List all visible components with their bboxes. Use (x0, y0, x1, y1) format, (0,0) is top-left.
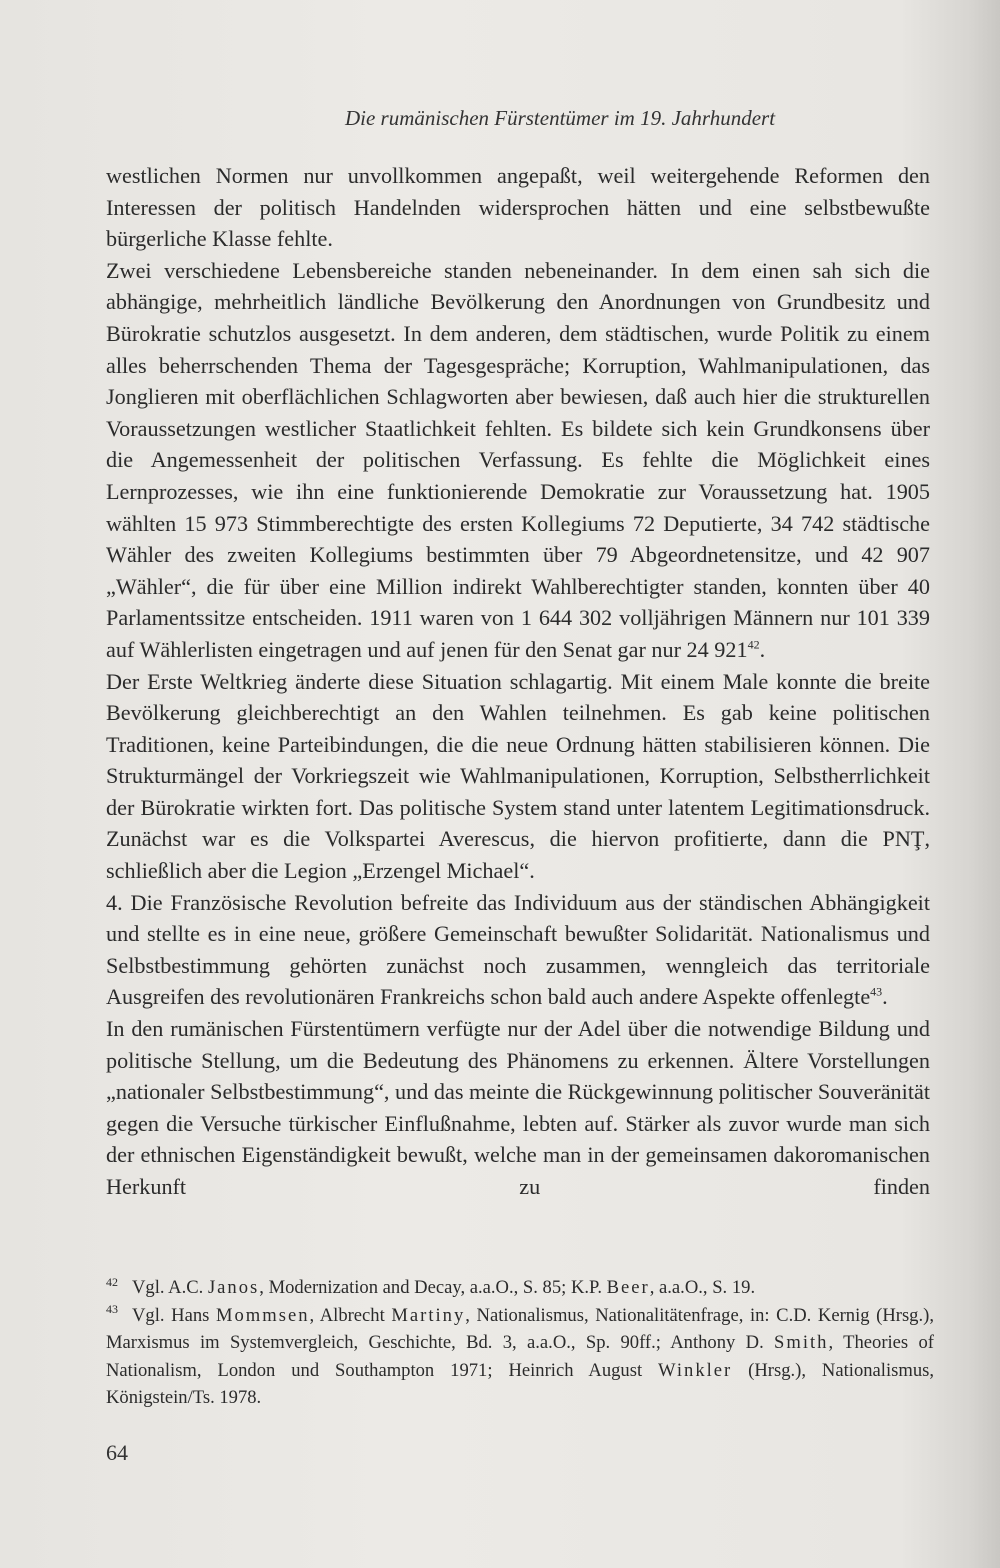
paragraph (106, 1013, 930, 1203)
footnote (106, 1302, 934, 1412)
footnote-number: 43 (106, 1302, 118, 1317)
footnote-text: , Modernization and Decay, a.a.O., S. 85; K.P. (259, 1277, 607, 1298)
body-text (106, 160, 930, 1203)
footnote-text: Vgl. A.C. (132, 1277, 208, 1298)
footnote-reference[interactable]: 42 (747, 637, 760, 652)
footnote-reference[interactable]: 43 (870, 985, 883, 1000)
footnotes (106, 1274, 934, 1412)
footnote-author: Beer (606, 1277, 650, 1298)
page-number: 64 (106, 1440, 128, 1465)
paragraph-text: westlichen Normen nur unvollkommen angepaßt, weil weitergehende Reformen den Interessen der politisch Handelnden widersprochen hätten und eine selbstbewußte bürgerliche Klasse fehlte. (106, 163, 930, 252)
paragraph-text-end: . (882, 984, 888, 1010)
footnote-text: Vgl. Hans (132, 1304, 216, 1326)
footnote-author: Winkler (658, 1359, 733, 1381)
paragraph-text-end: . (759, 636, 766, 662)
paragraph (106, 666, 930, 887)
paragraph-text: Zwei verschiedene Lebensbereiche standen nebeneinander. In dem einen sah sich die abhängige, mehrheitlich ländliche Bevölkerung den Anordnungen von Grundbesitz und Bürokratie schutzlos ausgesetzt. In dem anderen, dem städtischen, wurde Politik zu einem alles beherrschenden Thema der Tagesgespräche; Korruption, Wahlmanipulationen, das Jonglieren mit oberflächlichen Schlagworten aber bewiesen, daß auch hier die strukturellen Voraussetzungen westlicher Staatlichkeit fehlten. Es bildete sich kein Grundkonsens über die Angemessenheit der politischen Verfassung. Es fehlte die Möglichkeit eines Lernprozesses, wie ihn eine funktionierende Demokratie zur Voraussetzung hat. 1905 wählten 15 973 Stimmberechtigte des ersten Kollegiums 72 Deputierte, 34 742 städtische Wähler des zweiten Kollegiums bestimmten über 79 Abgeordnetensitze, und 42 907 „Wähler“, die für über eine Million indirekt Wahlberechtigter standen, konnten über 40 Parlamentssitze entscheiden. 1911 waren von 1 644 302 volljährigen Männern nur 101 339 auf Wählerlisten eingetragen und auf jenen für den Senat gar nur 24 921 (106, 257, 930, 662)
paragraph-text: In den rumänischen Fürstentümern verfügte nur der Adel über die notwendige Bildung und politische Stellung, um die Bedeutung des Phänomens zu erkennen. Ältere Vorstellungen „nationaler Selbstbestimmung“, und das meinte die Rückgewinnung politischer Souveränität gegen die Versuche türkischer Einflußnahme, lebten auf. Stärker als zuvor wurde man sich der ethnischen Eigenständigkeit bewußt, welche man in der gemeinsamen dakoromanischen Herkunft zu finden (106, 1016, 930, 1199)
footnote-text: , a.a.O., S. 19. (649, 1277, 756, 1298)
footnote-author: Mommsen (215, 1304, 310, 1326)
footnote-text: , Theories of Nationalism, London und Southampton 1971; Heinrich August (106, 1332, 934, 1381)
paragraph (106, 887, 930, 1013)
footnote-author: Smith (774, 1332, 829, 1353)
footnote-author: Janos (207, 1277, 260, 1298)
footnote (106, 1274, 934, 1302)
footnote-text: (Hrsg.), Nationalismus, Königstein/Ts. 1978. (106, 1359, 934, 1408)
running-head: Die rumänischen Fürstentümer im 19. Jahrhundert (344, 106, 776, 130)
paragraph (106, 160, 930, 255)
paragraph-text: 4. Die Französische Revolution befreite das Individuum aus der ständischen Abhängigkeit und stellte es in eine neue, größere Gemeinschaft bewußter Solidarität. Nationalismus und Selbstbestimmung gehörten zunächst noch zusammen, wenngleich das territoriale Ausgreifen des revolutionären Frankreichs schon bald auch andere Aspekte offenlegte (106, 889, 930, 1010)
footnote-text: , Nationalismus, Nationalitätenfrage, in: C.D. Kernig (Hrsg.), Marxismus im Systemvergleich, Geschichte, Bd. 3, a.a.O., Sp. 90ff.; Anthony D. (106, 1304, 934, 1353)
footnote-text: , Albrecht (309, 1304, 392, 1326)
footnote-number: 42 (106, 1274, 118, 1289)
paragraph (106, 255, 930, 666)
paragraph-text: Der Erste Weltkrieg änderte diese Situation schlagartig. Mit einem Male konnte die breite Bevölkerung gleichberechtigt an den Wahlen teilnehmen. Es gab keine politischen Traditionen, keine Parteibindungen, die die neue Ordnung hätten stabilisieren können. Die Strukturmängel der Vorkriegszeit wie Wahlmanipulationen, Korruption, Selbstherrlichkeit der Bürokratie wirkten fort. Das politische System stand unter latentem Legitimationsdruck. Zunächst war es die Volkspartei Averescus, die hiervon profitierte, dann die PNŢ, schließlich aber die Legion „Erzengel Michael“. (106, 668, 930, 884)
footnote-author: Martiny (391, 1304, 466, 1326)
